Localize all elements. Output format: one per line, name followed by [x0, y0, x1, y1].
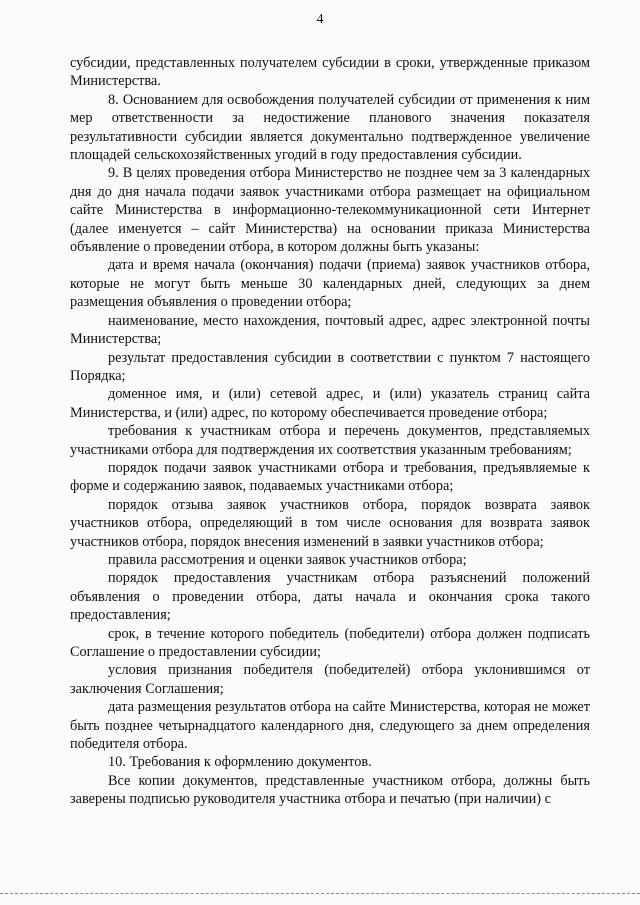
paragraph: порядок отзыва заявок участников отбора, порядок возврата заявок участников отбора, определяющий в том числе основания для возврата заявок участников отбора, порядок внесения изменений в заявки участников отбора; — [70, 496, 590, 550]
paragraph: порядок предоставления участникам отбора разъяснений положений объявления о проведении отбора, даты начала и окончания срока такого предоставления; — [70, 570, 590, 624]
page-number: 4 — [316, 12, 324, 27]
paragraph: срок, в течение которого победитель (победители) отбора должен подписать Соглашение о предоставлении субсидии; — [70, 625, 590, 660]
paragraph: субсидии, представленных получателем субсидии в сроки, утвержденные приказом Министерства. — [70, 55, 590, 90]
paragraph: 8. Основанием для освобождения получателей субсидии от применения к ним мер ответственности за недостижение планового значения показателя результативности субсидии является документально подтвержденное увеличение площадей сельскохозяйственных угодий в году предоставления субсидии. — [70, 91, 590, 164]
paragraph: 10. Требования к оформлению документов. — [108, 754, 372, 771]
paragraph: правила рассмотрения и оценки заявок участников отбора; — [108, 551, 467, 568]
paragraph: Все копии документов, представленные участником отбора, должны быть заверены подписью руководителя участника отбора и печатью (при наличии) с — [70, 772, 590, 808]
paragraph: порядок подачи заявок участниками отбора и требования, предъявляемые к форме и содержанию заявок, подаваемых участниками отбора; — [70, 459, 590, 495]
paragraph: доменное имя, и (или) сетевой адрес, и (или) указатель страниц сайта Министерства, и (или) адрес, по которому обеспечивается проведение отбора; — [70, 386, 590, 421]
document-body — [70, 54, 590, 809]
paragraph: результат предоставления субсидии в соответствии с пунктом 7 настоящего Порядка; — [70, 349, 590, 384]
paragraph: дата и время начала (окончания) подачи (приема) заявок участников отбора, которые не могут быть меньше 30 календарных дней, следующих за днем размещения объявления о проведении отбора; — [70, 257, 590, 311]
paragraph: наименование, место нахождения, почтовый адрес, адрес электронной почты Министерства; — [70, 312, 590, 348]
paragraph: 9. В целях проведения отбора Министерство не позднее чем за 3 календарных дня до дня начала подачи заявок участниками отбора размещает на официальном сайте Министерства в информационно-телекоммуникационной сети Интернет (далее именуется – сайт Министерства) на основании приказа Министерства объявление о проведении отбора, в котором должны быть указаны: — [70, 165, 590, 256]
paragraph: дата размещения результатов отбора на сайте Министерства, которая не может быть позднее четырнадцатого календарного дня, следующего за днем определения победителя отбора. — [70, 699, 590, 753]
paragraph: требования к участникам отбора и перечень документов, представляемых участниками отбора для подтверждения их соответствия указанным требованиям; — [70, 423, 590, 458]
scan-edge-divider — [0, 893, 640, 894]
paragraph: условия признания победителя (победителей) отбора уклонившимся от заключения Соглашения; — [70, 662, 590, 697]
